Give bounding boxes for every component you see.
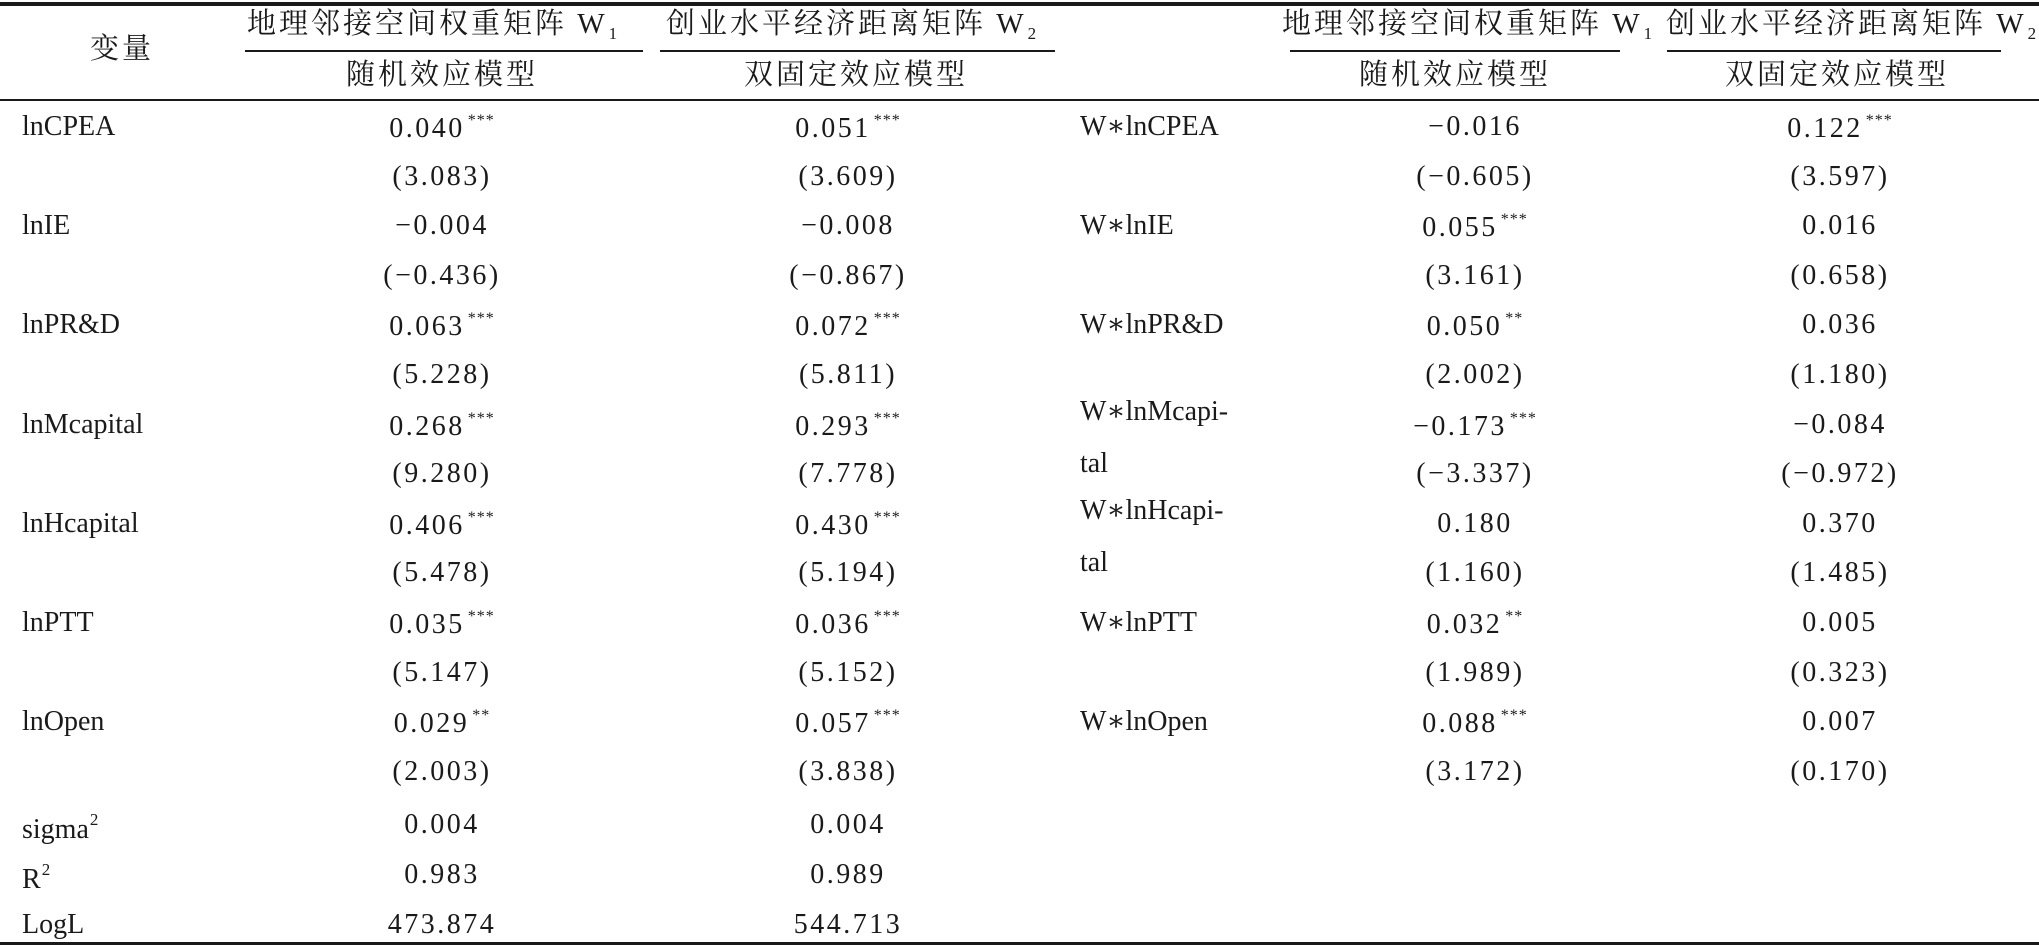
- cell-value: (−3.337): [1416, 458, 1534, 490]
- fixed-effect-cell: [798, 656, 898, 688]
- cell-value: −0.173: [1413, 410, 1507, 442]
- cell-value: 0.040: [389, 113, 465, 144]
- variable-label: lnPR&D: [22, 309, 121, 341]
- fixed-effect-cell: [801, 212, 895, 240]
- spatial-fixed-cell: [1790, 559, 1889, 587]
- fixed-effect-cell: [795, 609, 901, 639]
- spatial-variable-label-cont: tal: [1080, 546, 1108, 578]
- stat-fixed-value: 544.713: [793, 909, 903, 940]
- significance-stars: ***: [1865, 112, 1893, 129]
- spatial-variable-label: W∗lnCPEA: [1080, 111, 1219, 142]
- significance-stars: ***: [467, 310, 495, 328]
- cell-value: −0.008: [801, 210, 895, 242]
- fixed-effect-cell: [795, 411, 901, 441]
- spatial-variable-label-cont: tal: [1080, 447, 1108, 479]
- variable-label: lnMcapital: [22, 408, 144, 440]
- spatial-random-cell: [1416, 460, 1533, 488]
- cell-value: 0.016: [1802, 210, 1878, 242]
- random-effect-cell: [394, 708, 491, 738]
- fixed-effect-cell: [799, 361, 897, 389]
- stat-random-value: 473.874: [387, 909, 497, 940]
- cell-value: (3.172): [1425, 755, 1525, 787]
- spatial-random-cell: [1437, 507, 1513, 539]
- random-effect-cell: [395, 212, 489, 240]
- cell-value: 0.370: [1802, 507, 1878, 539]
- cell-value: 0.057: [795, 708, 871, 740]
- fixed-effect-cell: [798, 160, 898, 192]
- spatial-fixed-cell: [1790, 160, 1890, 192]
- random-effect-cell: [389, 510, 495, 540]
- cell-value: −0.016: [1428, 111, 1522, 142]
- variable-label: lnOpen: [22, 706, 105, 738]
- random-effect-cell: [389, 113, 495, 143]
- spatial-variable-label: W∗lnPR&D: [1080, 309, 1224, 341]
- random-model-header-right: 随机效应模型: [1358, 59, 1552, 91]
- fixed-effect-cell: [795, 708, 901, 738]
- significance-stars: ***: [467, 112, 495, 129]
- w2-header-left: 创业水平经济距离矩阵 $W_2$: [666, 8, 1037, 43]
- cell-value: 0.029: [393, 708, 470, 740]
- fixed-effect-cell: [798, 460, 897, 488]
- spatial-variable-label: W∗lnHcapi-: [1080, 494, 1224, 526]
- stat-label: $R^2$: [22, 860, 51, 895]
- fixed-model-header-left: 双固定效应模型: [743, 59, 969, 91]
- random-effect-cell: [392, 559, 491, 587]
- random-effect-cell: [392, 656, 492, 688]
- spatial-random-cell: [1427, 609, 1524, 639]
- cell-value: (2.002): [1425, 359, 1525, 390]
- spatial-variable-label: W∗lnPTT: [1080, 607, 1198, 638]
- cell-value: (0.323): [1790, 656, 1890, 688]
- spatial-fixed-cell: [1781, 460, 1898, 488]
- significance-stars: **: [472, 707, 491, 725]
- significance-stars: ***: [467, 409, 495, 427]
- cell-value: (9.280): [392, 458, 492, 490]
- stat-label: LogL: [22, 909, 85, 940]
- w1-right-underline: [1290, 50, 1620, 52]
- cell-value: 0.088: [1422, 708, 1498, 740]
- spatial-fixed-cell: [1787, 113, 1893, 143]
- spatial-random-cell: [1428, 113, 1522, 141]
- spatial-random-cell: [1425, 361, 1524, 389]
- cell-value: (5.478): [392, 557, 492, 589]
- spatial-fixed-cell: [1793, 408, 1887, 440]
- spatial-fixed-cell: [1802, 311, 1878, 339]
- spatial-fixed-cell: [1802, 507, 1878, 539]
- spatial-fixed-cell: [1790, 361, 1889, 389]
- cell-value: 0.268: [389, 410, 465, 442]
- cell-value: 0.055: [1422, 212, 1498, 244]
- significance-stars: ***: [467, 508, 495, 526]
- cell-value: (3.838): [798, 755, 898, 787]
- stat-label: sigma$^2$: [22, 810, 99, 845]
- cell-value: (−0.436): [383, 259, 501, 291]
- cell-value: 0.293: [795, 410, 871, 442]
- random-effect-cell: [389, 609, 495, 639]
- significance-stars: ***: [1500, 707, 1528, 725]
- significance-stars: ***: [873, 409, 901, 427]
- random-effect-cell: [392, 361, 491, 389]
- cell-value: (−0.605): [1416, 160, 1534, 192]
- cell-value: 0.180: [1437, 507, 1513, 539]
- random-effect-cell: [389, 411, 495, 441]
- significance-stars: **: [1505, 310, 1524, 328]
- significance-stars: ***: [873, 707, 901, 725]
- significance-stars: ***: [873, 508, 901, 526]
- cell-value: (5.228): [392, 359, 492, 390]
- variable-label: lnPTT: [22, 607, 94, 638]
- cell-value: (3.161): [1425, 259, 1525, 291]
- cell-value: (5.811): [798, 359, 898, 390]
- spatial-random-cell: [1425, 559, 1524, 587]
- cell-value: (1.485): [1790, 557, 1890, 589]
- cell-value: 0.406: [389, 509, 465, 541]
- random-model-header-left: 随机效应模型: [345, 59, 539, 91]
- significance-stars: ***: [873, 112, 901, 129]
- spatial-variable-label: W∗lnMcapi-: [1080, 395, 1229, 427]
- stat-fixed-value: 0.989: [810, 859, 886, 890]
- cell-value: 0.122: [1787, 113, 1863, 144]
- fixed-model-header-right: 双固定效应模型: [1724, 59, 1950, 91]
- stat-random-value: 0.983: [404, 859, 480, 890]
- table-header-rule: [0, 99, 2039, 101]
- w2-right-underline: [1667, 50, 2001, 52]
- cell-value: 0.005: [1802, 607, 1878, 638]
- cell-value: (0.170): [1790, 755, 1890, 787]
- cell-value: (1.989): [1425, 656, 1525, 688]
- spatial-fixed-cell: [1790, 259, 1890, 291]
- w2-left-underline: [660, 50, 1055, 52]
- fixed-effect-cell: [795, 113, 901, 143]
- cell-value: (5.194): [798, 557, 898, 589]
- spatial-variable-label: W∗lnIE: [1080, 210, 1174, 242]
- spatial-random-cell: [1413, 411, 1537, 441]
- spatial-random-cell: [1425, 755, 1525, 787]
- spatial-random-cell: [1427, 311, 1524, 341]
- w1-header-right: 地理邻接空间权重矩阵 $W_1$: [1282, 8, 1653, 43]
- random-effect-cell: [383, 259, 501, 291]
- spatial-fixed-cell: [1802, 609, 1878, 637]
- spatial-fixed-cell: [1802, 708, 1878, 736]
- table-bottom-rule: [0, 942, 2039, 945]
- cell-value: 0.072: [795, 311, 871, 343]
- cell-value: 0.035: [389, 609, 465, 640]
- w1-left-underline: [245, 50, 643, 52]
- w2-header-right: 创业水平经济距离矩阵 $W_2$: [1666, 8, 2037, 43]
- cell-value: (0.658): [1790, 259, 1890, 291]
- stat-fixed-value: 0.004: [810, 809, 886, 840]
- significance-stars: ***: [467, 608, 495, 625]
- fixed-effect-cell: [795, 311, 901, 341]
- spatial-random-cell: [1425, 259, 1525, 291]
- cell-value: (1.180): [1790, 359, 1890, 390]
- cell-value: (3.609): [798, 160, 898, 192]
- cell-value: 0.036: [795, 609, 871, 640]
- cell-value: 0.430: [795, 509, 871, 541]
- spatial-variable-label: W∗lnOpen: [1080, 706, 1208, 738]
- cell-value: −0.004: [395, 210, 489, 242]
- cell-value: (−0.972): [1781, 458, 1899, 490]
- spatial-fixed-cell: [1790, 755, 1890, 787]
- variable-label: lnCPEA: [22, 111, 116, 142]
- variable-label: lnIE: [22, 210, 71, 242]
- cell-value: (1.160): [1425, 557, 1525, 589]
- fixed-effect-cell: [795, 510, 901, 540]
- fixed-effect-cell: [798, 559, 897, 587]
- spatial-random-cell: [1422, 212, 1528, 242]
- cell-value: (3.083): [392, 160, 492, 192]
- w1-header-left: 地理邻接空间权重矩阵 $W_1$: [247, 8, 618, 43]
- random-effect-cell: [392, 755, 492, 787]
- fixed-effect-cell: [789, 259, 907, 291]
- spatial-random-cell: [1416, 160, 1534, 192]
- cell-value: −0.084: [1793, 408, 1887, 440]
- significance-stars: ***: [1509, 409, 1537, 427]
- significance-stars: ***: [1500, 211, 1528, 229]
- cell-value: 0.063: [389, 311, 465, 343]
- cell-value: 0.036: [1802, 309, 1878, 341]
- spatial-random-cell: [1422, 708, 1528, 738]
- table-top-rule: [0, 2, 2039, 6]
- cell-value: 0.007: [1802, 706, 1878, 738]
- fixed-effect-cell: [798, 755, 898, 787]
- spatial-random-cell: [1425, 656, 1525, 688]
- significance-stars: ***: [873, 608, 901, 625]
- stat-random-value: 0.004: [404, 809, 480, 840]
- significance-stars: ***: [873, 310, 901, 328]
- spatial-fixed-cell: [1802, 212, 1878, 240]
- cell-value: 0.051: [795, 113, 871, 144]
- random-effect-cell: [392, 160, 492, 192]
- significance-stars: **: [1505, 608, 1524, 625]
- cell-value: (2.003): [392, 755, 492, 787]
- variable-header: 变量: [89, 33, 155, 65]
- cell-value: (5.147): [392, 656, 492, 688]
- spatial-fixed-cell: [1790, 656, 1890, 688]
- cell-value: 0.032: [1426, 609, 1503, 640]
- cell-value: (3.597): [1790, 160, 1890, 192]
- random-effect-cell: [389, 311, 495, 341]
- cell-value: (7.778): [798, 458, 898, 490]
- cell-value: (−0.867): [789, 259, 907, 291]
- cell-value: (5.152): [798, 656, 898, 688]
- cell-value: 0.050: [1426, 311, 1503, 343]
- variable-label: lnHcapital: [22, 507, 139, 539]
- random-effect-cell: [392, 460, 491, 488]
